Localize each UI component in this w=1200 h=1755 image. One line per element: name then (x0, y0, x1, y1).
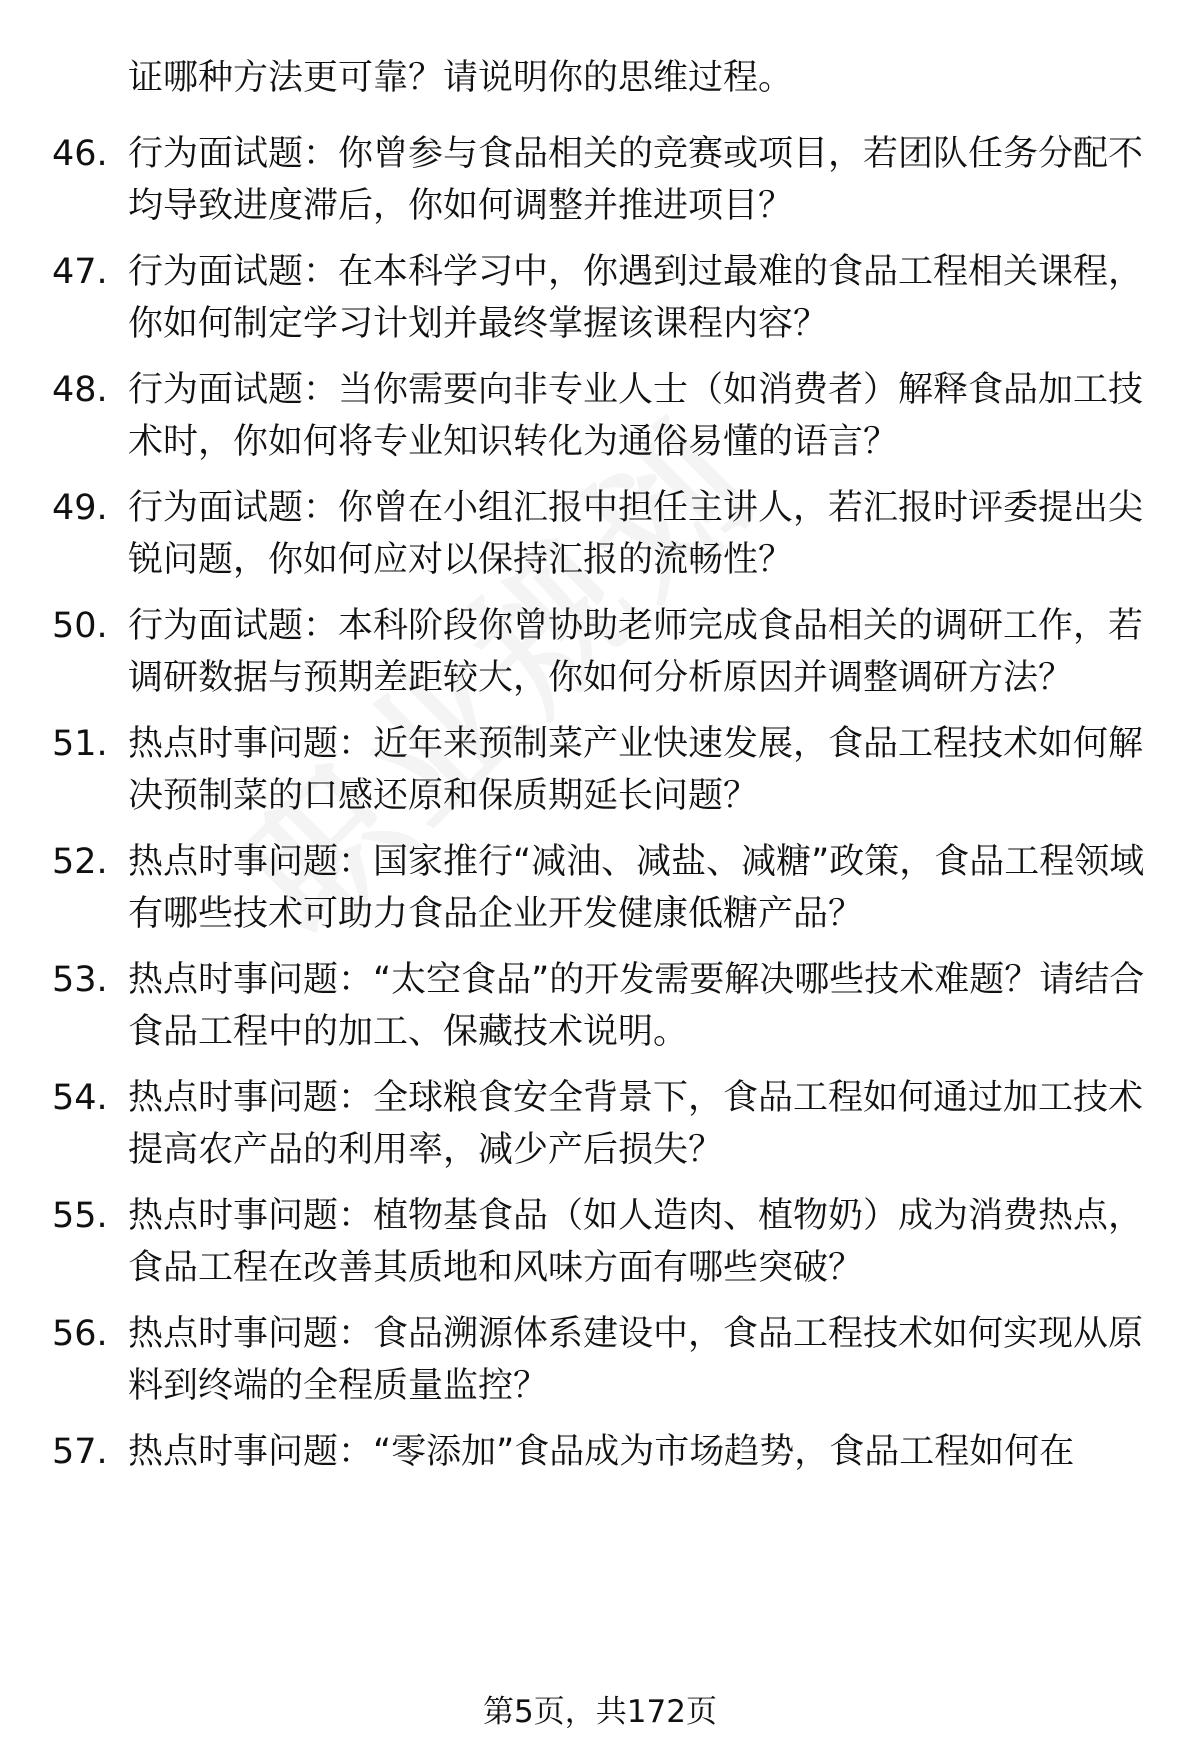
question-text: 行为面试题：在本科学习中，你遇到过最难的食品工程相关课程，你如何制定学习计划并最终掌握该课程内容？ (128, 252, 1144, 344)
question-number: 48. (52, 370, 108, 410)
question-text: 行为面试题：本科阶段你曾协助老师完成食品相关的调研工作，若调研数据与预期差距较大，你如何分析原因并调整调研方法？ (128, 606, 1144, 698)
question-number: 50. (52, 606, 108, 646)
question-number: 53. (52, 960, 108, 1000)
continuation-text: 证哪种方法更可靠？请说明你的思维过程。 (128, 58, 794, 98)
question-text: 热点时事问题：“太空食品”的开发需要解决哪些技术难题？请结合食品工程中的加工、保藏技术说明。 (128, 960, 1145, 1052)
question-text: 热点时事问题：近年来预制菜产业快速发展，食品工程技术如何解决预制菜的口感还原和保质期延长问题？ (128, 724, 1144, 816)
question-text: 热点时事问题：食品溯源体系建设中，食品工程技术如何实现从原料到终端的全程质量监控？ (128, 1314, 1144, 1406)
question-number: 55. (52, 1196, 108, 1236)
question-text: 热点时事问题：植物基食品（如人造肉、植物奶）成为消费热点，食品工程在改善其质地和风味方面有哪些突破？ (128, 1196, 1144, 1288)
question-number: 49. (52, 488, 108, 528)
question-number: 54. (52, 1078, 108, 1118)
question-text: 行为面试题：当你需要向非专业人士（如消费者）解释食品加工技术时，你如何将专业知识转化为通俗易懂的语言？ (128, 370, 1144, 462)
question-text: 热点时事问题：全球粮食安全背景下，食品工程如何通过加工技术提高农产品的利用率，减少产后损失？ (128, 1078, 1144, 1170)
question-number: 56. (52, 1314, 108, 1354)
question-text: 行为面试题：你曾参与食品相关的竞赛或项目，若团队任务分配不均导致进度滞后，你如何调整并推进项目？ (128, 134, 1144, 226)
page-footer: 第5页，共172页 (483, 1694, 717, 1730)
question-number: 47. (52, 252, 108, 292)
question-text: 行为面试题：你曾在小组汇报中担任主讲人，若汇报时评委提出尖锐问题，你如何应对以保持汇报的流畅性？ (128, 488, 1144, 580)
question-number: 51. (52, 724, 108, 764)
question-number: 52. (52, 842, 108, 882)
question-number: 46. (52, 134, 108, 174)
question-text: 热点时事问题：“零添加”食品成为市场趋势，食品工程如何在 (128, 1432, 1075, 1472)
question-text: 热点时事问题：国家推行“减油、减盐、减糖”政策，食品工程领域有哪些技术可助力食品企业开发健康低糖产品？ (128, 842, 1145, 934)
question-number: 57. (52, 1432, 108, 1472)
